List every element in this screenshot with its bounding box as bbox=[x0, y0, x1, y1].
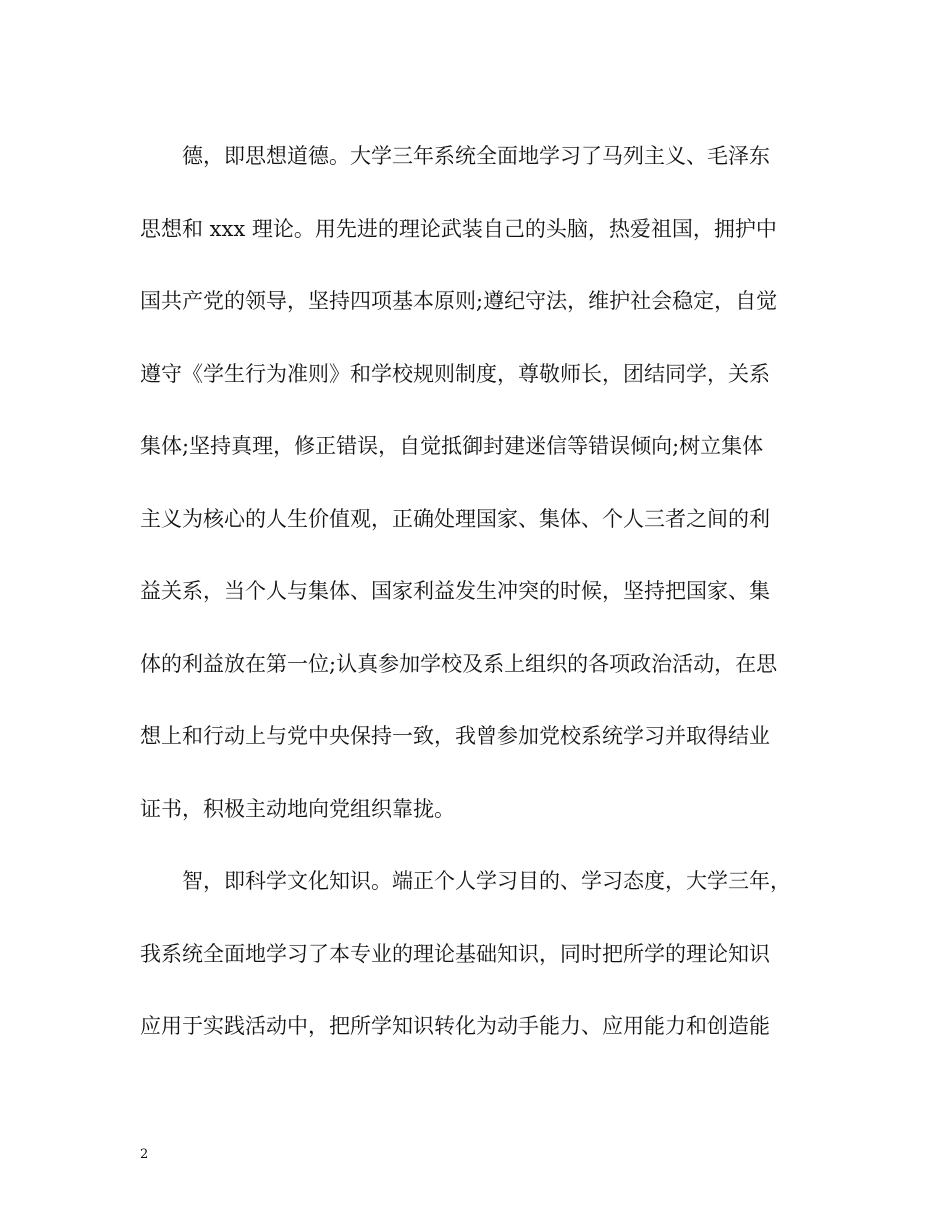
text-line: 国共产党的领导，坚持四项基本原则;遵纪守法，维护社会稳定，自觉 bbox=[140, 289, 778, 313]
text-line: 智，即科学文化知识。端正个人学习目的、学习态度，大学三年， bbox=[182, 869, 791, 893]
text-line: 主义为核心的人生价值观，正确处理国家、集体、个人三者之间的利 bbox=[140, 506, 770, 531]
text-line: 集体;坚持真理，修正错误，自觉抵御封建迷信等错误倾向;树立集体 bbox=[140, 434, 764, 458]
paragraph-moral bbox=[140, 140, 810, 865]
page-number: 2 bbox=[140, 1147, 149, 1162]
text-line: 德，即思想道德。大学三年系统全面地学习了马列主义、毛泽东 bbox=[182, 144, 770, 168]
body-text bbox=[140, 140, 810, 1083]
text-line: 遵守《学生行为准则》和学校规则制度，尊敬师长，团结同学，关系 bbox=[140, 361, 770, 386]
text-line: 想上和行动上与党中央保持一致，我曾参加党校系统学习并取得结业 bbox=[140, 724, 770, 748]
paragraph-intellect bbox=[140, 865, 810, 1083]
text-line: 证书，积极主动地向党组织靠拢。 bbox=[140, 796, 455, 821]
text-line: 思想和 xxx 理论。用先进的理论武装自己的头脑，热爱祖国，拥护中 bbox=[140, 216, 777, 241]
text-line: 益关系，当个人与集体、国家利益发生冲突的时候，坚持把国家、集 bbox=[140, 579, 770, 603]
text-line: 体的利益放在第一位;认真参加学校及系上组织的各项政治活动，在思 bbox=[140, 651, 778, 676]
text-line: 我系统全面地学习了本专业的理论基础知识，同时把所学的理论知识 bbox=[140, 941, 770, 966]
text-line: 应用于实践活动中，把所学知识转化为动手能力、应用能力和创造能 bbox=[140, 1014, 770, 1038]
